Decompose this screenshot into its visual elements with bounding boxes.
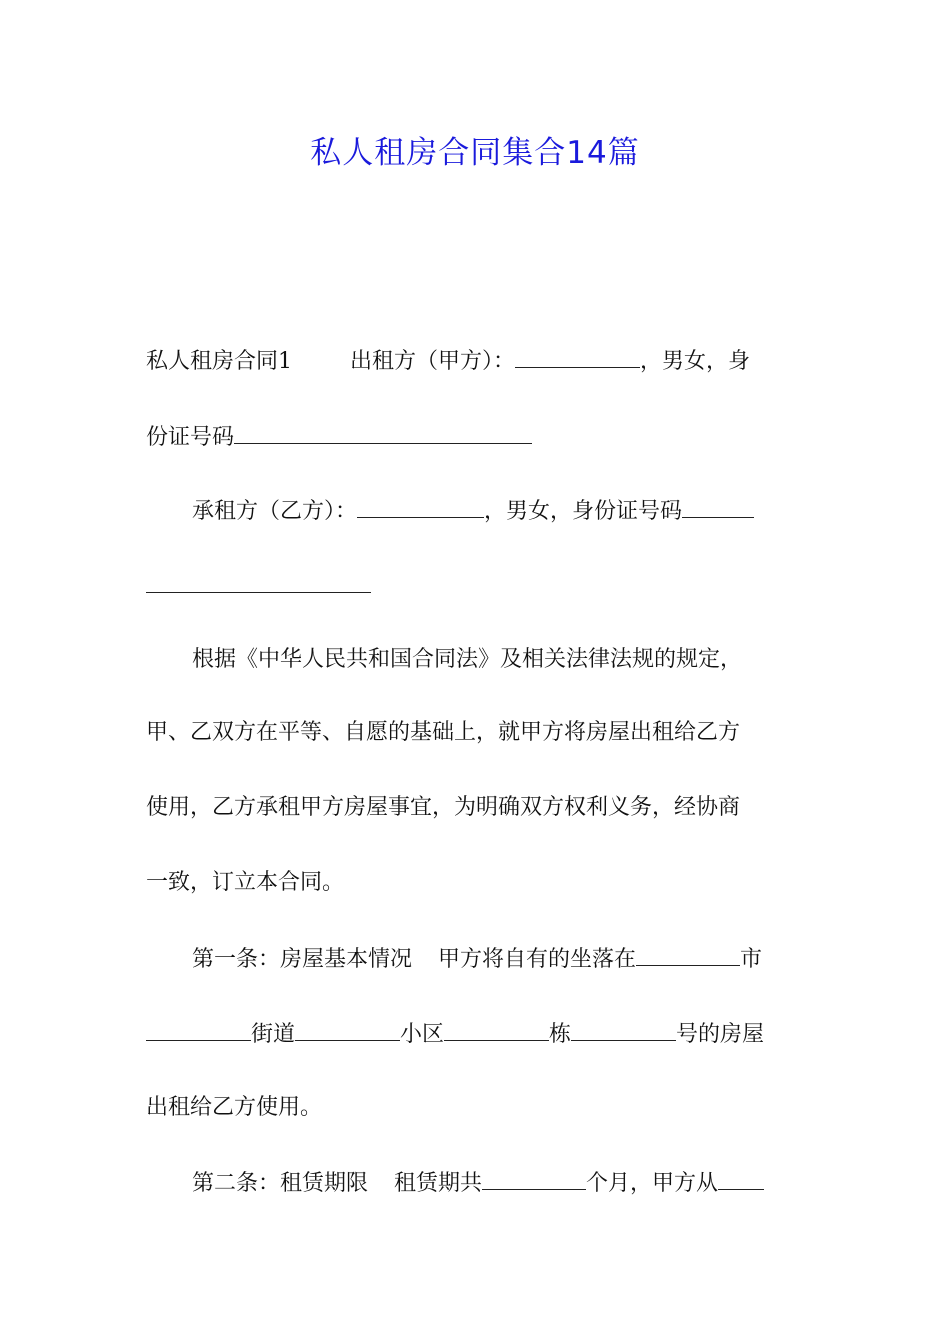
lessee-id-blank: [682, 495, 754, 518]
contract-paragraph-line: 根据《中华人民共和国合同法》及相关法律法规的规定，: [192, 647, 743, 672]
community-label: 小区: [400, 1022, 445, 1047]
street-label: 街道: [251, 1022, 296, 1047]
lessee-id-blank-continued: [146, 570, 371, 593]
city-blank: [636, 943, 740, 966]
building-label: 栋: [549, 1022, 572, 1047]
number-blank: [571, 1018, 676, 1041]
lessor-name-blank: [515, 345, 640, 368]
article-two-line: [146, 1167, 806, 1199]
contract-paragraph-line: 甲、乙双方在平等、自愿的基础上，就甲方将房屋出租给乙方: [146, 720, 741, 745]
lease-term-label: 租赁期共: [394, 1171, 483, 1196]
building-blank: [444, 1018, 549, 1041]
contract-line: [146, 345, 806, 377]
contract-line: [146, 495, 806, 527]
months-blank: [482, 1167, 586, 1190]
street-blank: [146, 1018, 251, 1041]
months-label: 个月，甲方从: [586, 1171, 719, 1196]
contract-line: [146, 570, 806, 602]
contract-paragraph-line: 出租给乙方使用。: [146, 1095, 323, 1120]
city-label: 市: [740, 947, 763, 972]
contract-paragraph-line: 一致，订立本合同。: [146, 870, 345, 895]
lessor-label: 出租方（甲方）：: [350, 349, 516, 374]
lessee-label: 承租方（乙方）：: [192, 499, 358, 524]
contract-paragraph-line: 使用，乙方承租甲方房屋事宜，为明确双方权利义务，经协商: [146, 795, 741, 820]
article-one-text: 甲方将自有的坐落在: [438, 947, 637, 972]
contract-line: [146, 421, 806, 453]
lessee-gender-id-label: ，男女，身份证号码: [484, 499, 683, 524]
lessor-gender-label: ，男女，身: [640, 349, 751, 374]
community-blank: [295, 1018, 400, 1041]
start-date-blank: [718, 1167, 764, 1190]
article-one-line: [146, 943, 806, 975]
lessee-name-blank: [357, 495, 484, 518]
house-label: 号的房屋: [676, 1022, 765, 1047]
article-two-heading: 第二条：租赁期限: [192, 1171, 369, 1196]
lessor-id-blank: [234, 421, 532, 444]
id-number-label: 份证号码: [146, 425, 235, 450]
article-one-heading: 第一条：房屋基本情况: [192, 947, 413, 972]
contract-heading: 私人租房合同1: [146, 349, 292, 374]
address-line: [146, 1018, 806, 1050]
document-title: 私人租房合同集合14篇: [310, 135, 640, 171]
